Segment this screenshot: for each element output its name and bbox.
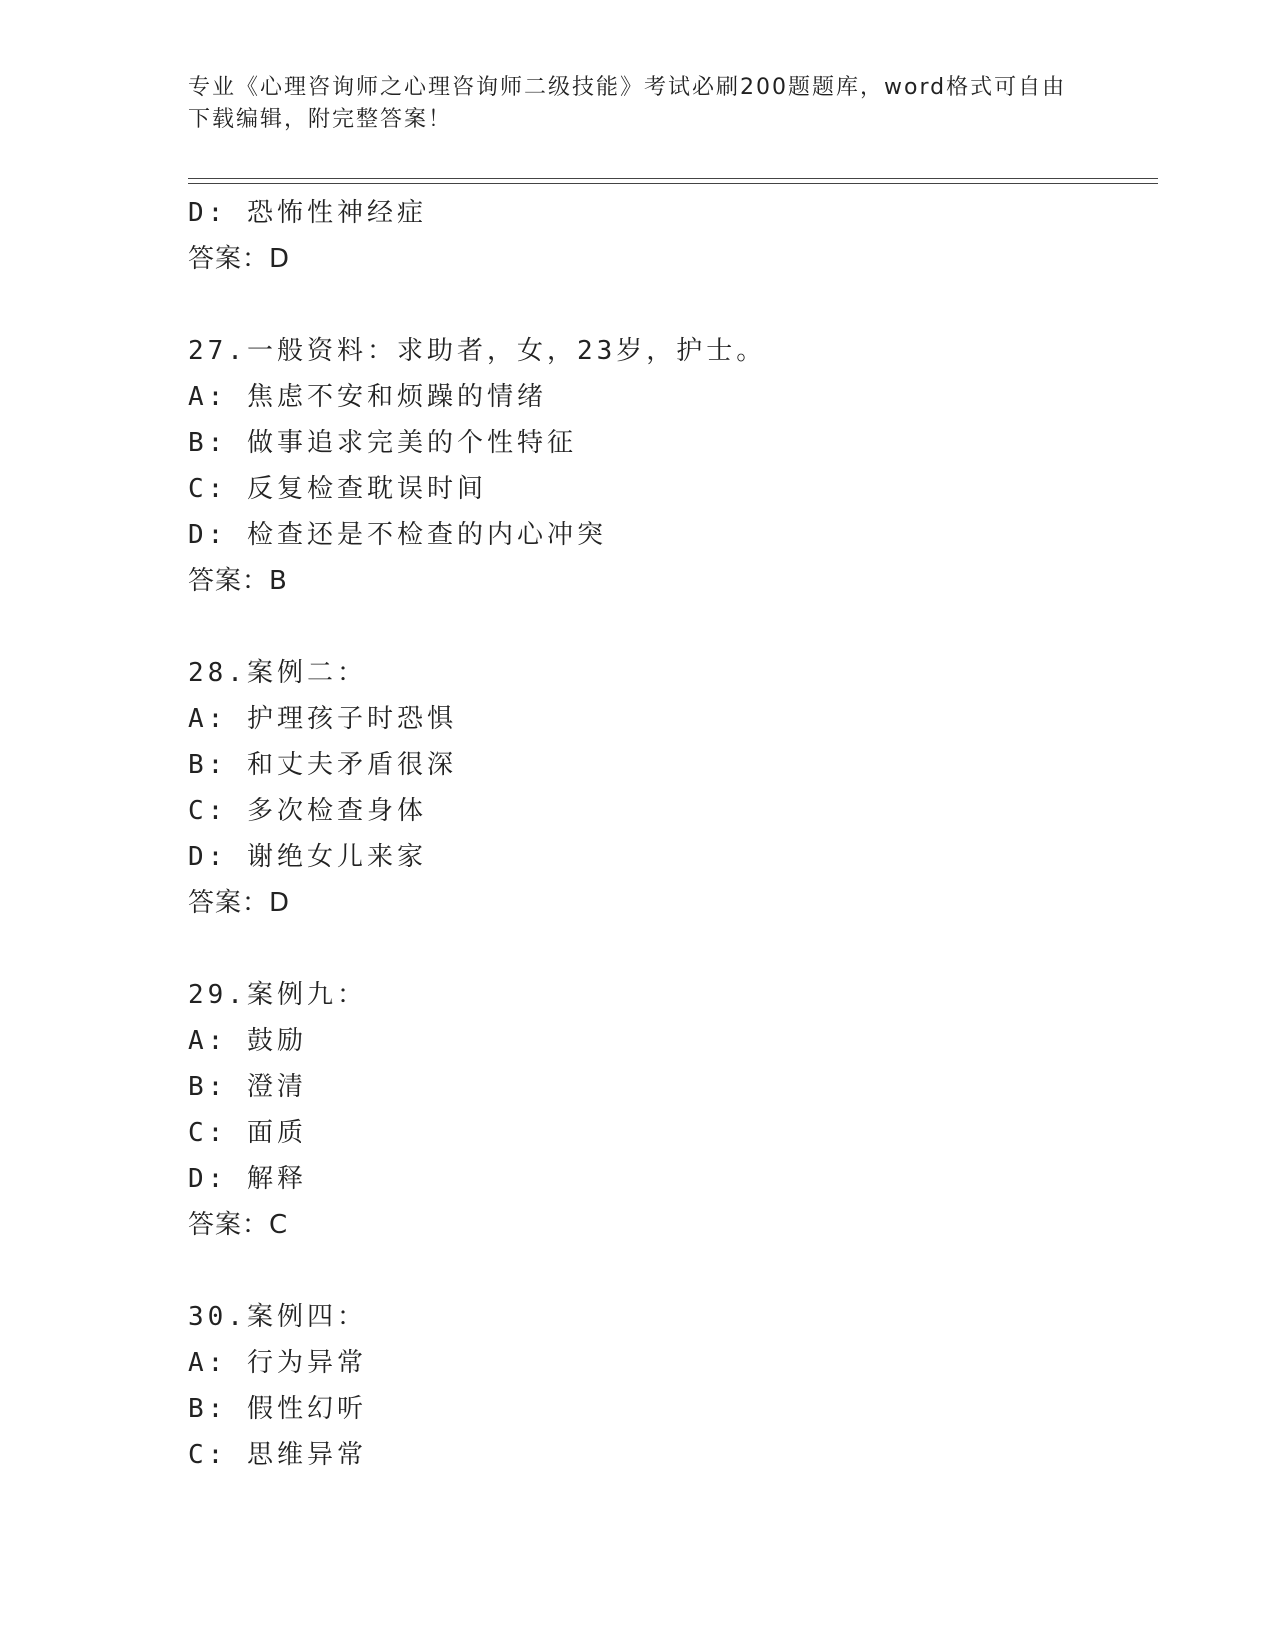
question-27: 27.一般资料：求助者，女，23岁，护士。	[188, 336, 767, 366]
option-c-line: C: 面质	[188, 1118, 307, 1148]
option-d-line: D: 检查还是不检查的内心冲突	[188, 520, 607, 550]
spacer	[188, 282, 1158, 328]
question-29: 29.案例九：	[188, 980, 367, 1010]
option-a-line: A: 行为异常	[188, 1348, 367, 1378]
option-c-line: C: 多次检查身体	[188, 796, 427, 826]
spacer	[188, 1248, 1158, 1294]
question-30: 30.案例四：	[188, 1302, 367, 1332]
answer-line: 答案：D	[188, 244, 291, 274]
option-a-line: A: 护理孩子时恐惧	[188, 704, 457, 734]
spacer	[188, 604, 1158, 650]
question-content	[188, 190, 1158, 1478]
option-d-line: D: 恐怖性神经症	[188, 198, 427, 228]
option-b-line: B: 假性幻听	[188, 1394, 367, 1424]
option-c-line: C: 反复检查耽误时间	[188, 474, 487, 504]
document-header: 专业《心理咨询师之心理咨询师二级技能》考试必刷200题题库，word格式可自由下载编辑，附完整答案！	[188, 75, 1067, 132]
option-a-line: A: 鼓励	[188, 1026, 307, 1056]
header-rule-top	[188, 178, 1158, 179]
answer-line: 答案：D	[188, 888, 291, 918]
header-rule-bottom	[188, 183, 1158, 184]
option-b-line: B: 做事追求完美的个性特征	[188, 428, 577, 458]
option-d-line: D: 解释	[188, 1164, 307, 1194]
answer-line: 答案：B	[188, 566, 288, 596]
answer-line: 答案：C	[188, 1210, 289, 1240]
question-28: 28.案例二：	[188, 658, 367, 688]
option-d-line: D: 谢绝女儿来家	[188, 842, 427, 872]
option-a-line: A: 焦虑不安和烦躁的情绪	[188, 382, 547, 412]
spacer	[188, 926, 1158, 972]
option-b-line: B: 澄清	[188, 1072, 307, 1102]
option-b-line: B: 和丈夫矛盾很深	[188, 750, 457, 780]
option-c-line: C: 思维异常	[188, 1440, 367, 1470]
